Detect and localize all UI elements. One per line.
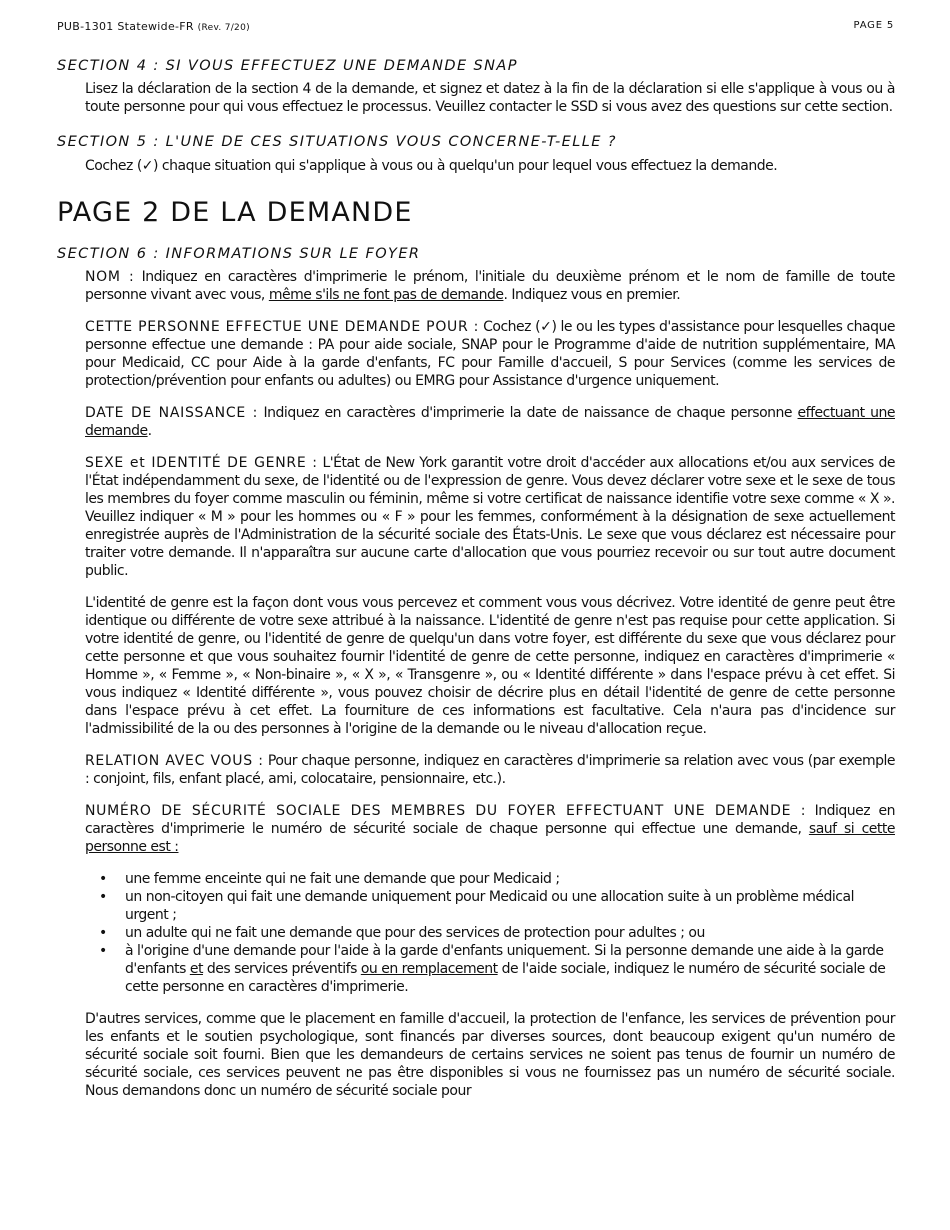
autres-services-paragraph: D'autres services, comme que le placement en famille d'accueil, la protection de l'enfance, les services de prévention pour les enfants et le soutien psychologique, sont financés par diverses sources, dont beaucoup exigent qu'un numéro de sécurité sociale soit fourni. Bien que les demandeurs de certains services ne soient pas tenus de fournir un numéro de sécurité sociale, ces services peuvent ne pas être disponibles si vous ne fournissez pas un numéro de sécurité sociale. Nous demandons donc un numéro de sécurité sociale pour (85, 1011, 895, 1099)
section-6-title: SECTION 6 : INFORMATIONS SUR LE FOYER (57, 246, 421, 262)
ssn-text: Indiquez en caractères d'imprimerie le numéro de sécurité sociale de chaque personne qui effectue une demande, (85, 803, 895, 837)
relation-label: RELATION AVEC VOUS : (85, 753, 264, 769)
naissance-label: DATE DE NAISSANCE : (85, 405, 259, 421)
nom-underline: même s'ils ne font pas de demande (268, 287, 504, 303)
naissance-paragraph (85, 404, 895, 440)
ssn-label: NUMÉRO DE SÉCURITÉ SOCIALE DES MEMBRES DU FOYER EFFECTUANT UNE DEMANDE : (85, 803, 807, 819)
nom-text: Indiquez en caractères d'imprimerie le prénom, l'initiale du deuxième prénom et le nom de famille de toute personne vivant avec vous, (85, 269, 895, 303)
list-item: • un non-citoyen qui fait une demande uniquement pour Medicaid ou une allocation suite à un problème médical urgent ; (125, 888, 895, 924)
demande-pour-paragraph (85, 318, 895, 390)
naissance-text-end: . (147, 423, 152, 439)
nom-label: NOM : (85, 269, 135, 285)
document-body (57, 56, 895, 1100)
bullet4-underline-remplacement: ou en remplacement (360, 961, 498, 977)
ssn-underline: sauf si cette personne est : (85, 821, 895, 855)
nom-text-end: . Indiquez vous en premier. (503, 287, 681, 303)
section-5-title: SECTION 5 : L'UNE DE CES SITUATIONS VOUS CONCERNE-T-ELLE ? (57, 134, 617, 150)
ssn-exceptions-list (125, 870, 895, 996)
bullet4-text-2: des services préventifs (202, 961, 361, 977)
list-item: • un adulte qui ne fait une demande que pour des services de protection pour adultes ; ou (125, 924, 895, 942)
bullet4-underline-et: et (189, 961, 203, 977)
form-id: PUB-1301 Statewide-FR (57, 20, 194, 33)
page-2-heading: PAGE 2 DE LA DEMANDE (57, 197, 413, 228)
sexe-paragraph (85, 454, 895, 580)
demande-pour-text: Cochez (✓) le ou les types d'assistance pour lesquelles chaque personne effectue une demande : PA pour aide sociale, SNAP pour le Programme d'aide de nutrition supplémentaire, MA pour Medicaid, CC pour Aide à la garde d'enfants, FC pour Famille d'accueil, S pour Services (comme les services de protection/prévention pour enfants ou adultes) ou EMRG pour Assistance d'urgence uniquement. (85, 319, 895, 389)
bullet4-text-3: de l'aide sociale, indiquez le numéro de sécurité sociale de cette personne en caractères d'imprimerie. (125, 961, 886, 995)
bullet4-text: à l'origine d'une demande pour l'aide à la garde d'enfants uniquement. Si la personne demande une aide à la garde d'enfants (125, 943, 884, 977)
ssn-paragraph (85, 802, 895, 856)
page-number: PAGE 5 (853, 20, 894, 31)
section-4-title: SECTION 4 : SI VOUS EFFECTUEZ UNE DEMANDE SNAP (57, 58, 518, 74)
nom-paragraph (85, 268, 895, 304)
naissance-text: Indiquez en caractères d'imprimerie la date de naissance de chaque personne (258, 405, 798, 421)
list-item (125, 942, 895, 996)
list-item: • une femme enceinte qui ne fait une demande que pour Medicaid ; (125, 870, 895, 888)
demande-pour-label: CETTE PERSONNE EFFECTUE UNE DEMANDE POUR : (85, 319, 480, 335)
relation-text: Pour chaque personne, indiquez en caractères d'imprimerie sa relation avec vous (par exemple : conjoint, fils, enfant placé, ami, colocataire, pensionnaire, etc.). (85, 753, 895, 787)
relation-paragraph (85, 752, 895, 788)
naissance-underline: effectuant une demande (85, 405, 895, 439)
genre-paragraph: L'identité de genre est la façon dont vous vous percevez et comment vous vous décrivez. Votre identité de genre peut être identique ou différente de votre sexe attribué à la naissance. L'identité de genre n'est pas requise pour cette application. Si votre identité de genre, ou l'identité de genre de quelqu'un dans votre foyer, est différente du sexe que vous déclarez pour cette personne et que vous souhaitez fournir l'identité de genre de cette personne, indiquez en caractères d'imprimerie « Homme », « Femme », « Non-binaire », « X », « Transgenre », ou « Identité différente » dans l'espace prévu à cet effet. Si vous indiquez « Identité différente », vous pouvez choisir de décrire plus en détail l'identité de genre de cette personne dans l'espace prévu à cet effet. La fourniture de ces informations est facultative. Cela n'aura pas d'incidence sur l'admissibilité de la ou des personnes à l'origine de la demande ou le niveau d'allocation reçue. (85, 595, 895, 737)
sexe-label: SEXE et IDENTITÉ DE GENRE : (85, 455, 318, 471)
form-revision: (Rev. 7/20) (197, 23, 250, 33)
sexe-text: L'État de New York garantit votre droit d'accéder aux allocations et/ou aux services de l'État indépendamment du sexe, de l'identité ou de l'expression de genre. Vous devez déclarer votre sexe et le sexe de tous les membres du foyer comme masculin ou féminin, même si votre certificat de naissance identifie votre sexe comme « X ». Veuillez indiquer « M » pour les hommes ou « F » pour les femmes, conformément à la désignation de sexe actuellement enregistrée auprès de l'Administration de la sécurité sociale des États-Unis. Le sexe que vous déclarez est nécessaire pour traiter votre demande. Il n'apparaîtra sur aucune carte d'allocation que vous pourriez recevoir ou sur tout autre document public. (85, 455, 895, 579)
section-5-body: Cochez (✓) chaque situation qui s'applique à vous ou à quelqu'un pour lequel vous effectuez la demande. (85, 158, 778, 174)
form-id-header (57, 20, 250, 33)
section-4-body: Lisez la déclaration de la section 4 de la demande, et signez et datez à la fin de la déclaration si elle s'applique à vous ou à toute personne pour qui vous effectuez le processus. Veuillez contacter le SSD si vous avez des questions sur cette section. (85, 81, 895, 115)
